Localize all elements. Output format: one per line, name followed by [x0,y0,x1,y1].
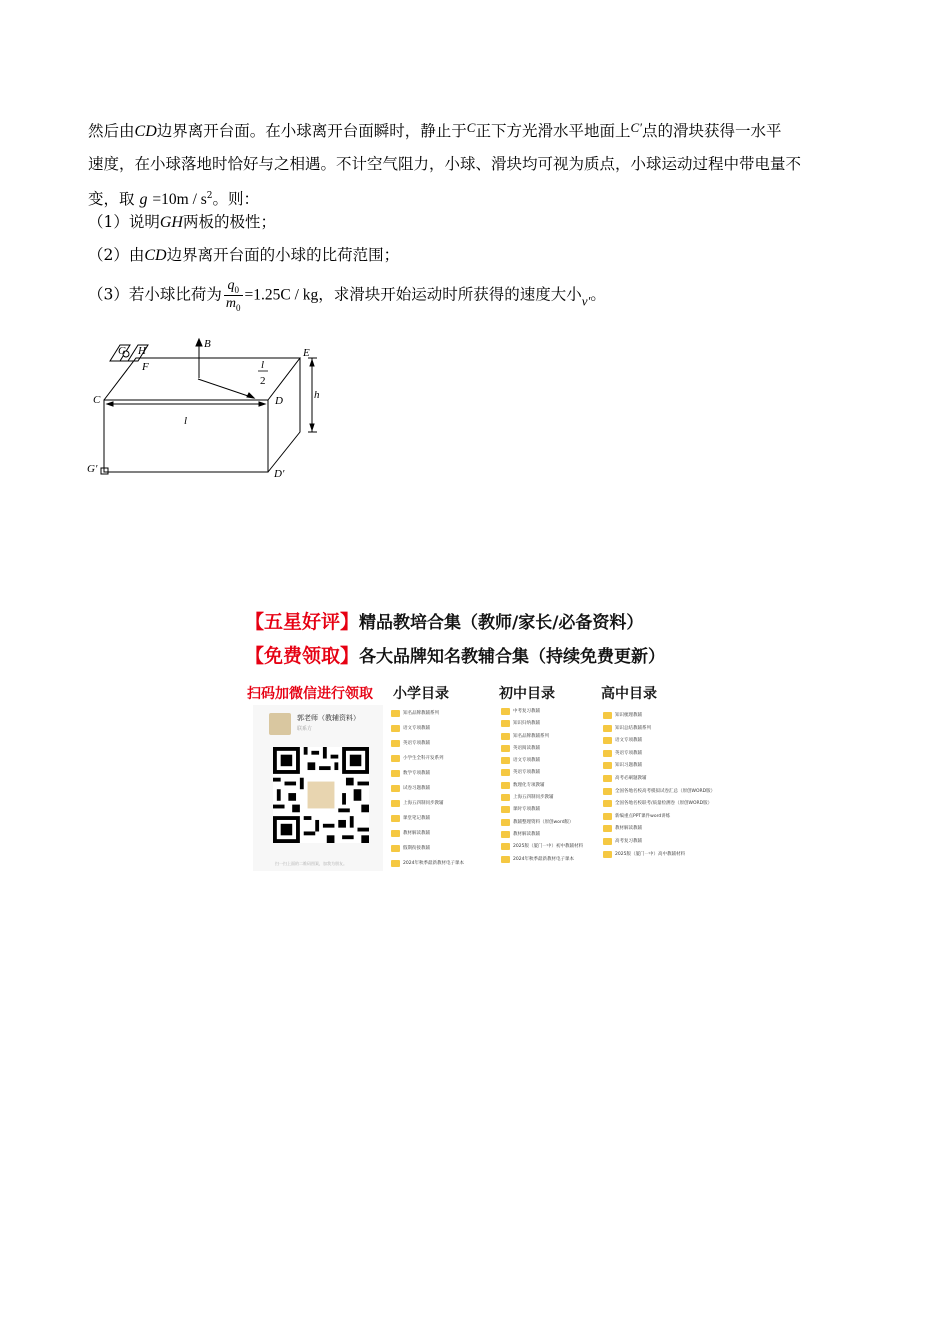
folder-item[interactable]: 上海五四制同步教辅 [501,793,583,805]
folder-item[interactable]: 小学生全科开发系列 [391,754,464,769]
label-cd: CD [144,247,167,264]
promo-title: 各大品牌知名教辅合集（持续免费更新） [359,647,666,667]
subscript: 0 [234,284,239,295]
promo-title: 精品教培合集（教师/家长/必备资料） [359,613,644,633]
promo-headline-2 [245,641,665,668]
folder-item[interactable]: 知识总结教辅系列 [603,724,715,737]
qr-caption: 扫一扫上面的二维码图案，加我为朋友。 [275,861,347,866]
text: ，求滑块开始运动时所获得的速度大小 [318,285,582,304]
symbol-v-prime: v′ [581,293,591,309]
primary-catalog-title: 小学目录 [393,686,449,702]
folder-item[interactable]: 全国各地名校联考/质量检测卷（原创WORD版） [603,799,715,812]
promo-tag-free: 【免费领取】 [245,645,360,667]
arrow-head [310,360,314,366]
label-g-prime: G′ [87,463,98,475]
middle-catalog-title: 初中目录 [499,686,555,702]
scan-instruction: 扫码加微信进行领取 [247,686,373,702]
folder-item[interactable]: 英语专项教辅 [391,739,464,754]
symbol-g: g [139,191,148,209]
folder-item[interactable]: 知识梳理教辅 [603,711,715,724]
text: （1）说明 [88,213,160,231]
folder-item[interactable]: 假期衔接教辅 [391,844,464,859]
problem-line-2: 速度，在小球落地时恰好与之相遇。不计空气阻力，小球、滑块均可视为质点，小球运动过程中带电量不 [88,155,802,173]
promo-headline-1 [245,607,643,634]
question-2 [88,243,399,265]
contact-sub: 联系方 [297,726,313,732]
folder-item[interactable]: 语文专项教辅 [603,736,715,749]
label-c-prime: C′ [630,120,642,135]
label-d: D [275,395,283,407]
label-e: E [303,347,310,359]
folder-item[interactable]: 试卷习题教辅 [391,784,464,799]
exponent: 2 [206,191,213,201]
folder-item[interactable]: 知名品牌教辅系列 [391,709,464,724]
folder-item[interactable]: 2024年秋季最新教材电子课本 [391,859,464,874]
table-diagram [84,334,334,484]
folder-item[interactable]: 数理化专项教辅 [501,781,583,793]
folder-item[interactable]: 教辅整理资料（原创word版） [501,818,583,830]
g-value: =10m / s [152,191,207,209]
label-l: l [184,415,188,427]
folder-item[interactable]: 课时专项教辅 [501,805,583,817]
label-gh: GH [159,214,183,231]
table-side-face [268,358,300,472]
folder-item[interactable]: 高考必刷题教辅 [603,774,715,787]
arrow-head [196,339,202,346]
label-c: C [93,394,101,406]
folder-item[interactable]: 语文专项教辅 [501,756,583,768]
folder-item[interactable]: 2025版（厦门一中）高中教辅材料 [603,850,715,863]
label-f: F [142,361,149,373]
folder-item[interactable]: 教材解读教辅 [603,824,715,837]
wechat-contact-card[interactable] [253,705,383,871]
q-symbol: q [227,278,235,293]
promo-tag-rating: 【五星好评】 [245,611,360,633]
label-c: C [466,120,476,135]
text: （3）若小球比荷为 [88,285,222,304]
folder-item[interactable]: 全国各地名校高考模拟试卷汇总（原创WORD版） [603,787,715,800]
folder-item[interactable]: 2025版（厦门一中）初中教辅材料 [501,842,583,854]
text: 。则： [212,190,260,209]
folder-item[interactable]: 教材解读教辅 [391,829,464,844]
arrow-head [310,424,314,430]
label-h: h [314,389,320,401]
folder-item[interactable]: 中考复习教辅 [501,707,583,719]
question-3 [88,278,606,313]
label-half-l-den: 2 [260,375,266,387]
half-length-line [198,379,254,398]
contact-name: 郭老师（教辅资料） [297,714,360,722]
folder-item[interactable]: 2024年秋季最新教材电子课本 [501,855,583,867]
middle-folder-list [501,707,583,867]
label-b: B [204,338,211,350]
folder-item[interactable]: 教材解读教辅 [501,830,583,842]
table-front-face [104,400,268,472]
primary-folder-list [391,709,464,874]
label-cd: CD [134,123,157,140]
folder-item[interactable]: 课堂笔记教辅 [391,814,464,829]
avatar [269,713,291,735]
high-catalog-title: 高中目录 [601,686,657,702]
folder-item[interactable]: 知识归纳教辅 [501,719,583,731]
text: 边界离开台面的小球的比荷范围； [166,246,400,264]
text: 然后由 [88,122,135,140]
arrow-head [247,393,254,398]
high-folder-list [603,711,715,862]
text: 变，取 [88,190,135,209]
arrow-head [107,402,113,406]
folder-item[interactable]: 英语阅读教辅 [501,744,583,756]
m-symbol: m [225,295,236,311]
promo-banner[interactable] [245,601,716,871]
label-d-prime: D′ [274,468,285,480]
table-top-face [104,358,300,400]
qr-code-icon[interactable] [273,747,369,843]
label-half-l-num: l [261,359,265,371]
text: （2）由 [88,246,145,264]
folder-item[interactable]: 新编重点PPT课件word讲练 [603,812,715,825]
subscript: 0 [236,302,241,313]
folder-item[interactable]: 英语专项教辅 [603,749,715,762]
folder-item[interactable]: 英语专项教辅 [501,768,583,780]
text: 正下方光滑水平地面上 [475,122,631,140]
text: 两板的极性； [182,213,276,231]
problem-line-1 [88,112,868,148]
label-h-plate: H [138,345,146,357]
folder-item[interactable]: 上海五四制同步教辅 [391,799,464,814]
folder-item[interactable]: 知识习题教辅 [603,761,715,774]
text: 。 [590,285,606,304]
label-g: G [118,345,126,357]
problem-text [88,112,868,216]
folder-item[interactable]: 知名品牌教辅系列 [501,732,583,744]
question-1 [88,210,276,232]
folder-item[interactable]: 高考复习教辅 [603,837,715,850]
text: 边界离开台面。在小球离开台面瞬时，静止于 [156,122,467,140]
arrow-head [259,402,265,406]
charge-mass-fraction [224,278,243,313]
text: 点的滑块获得一水平 [641,122,782,140]
folder-item[interactable]: 数学专项教辅 [391,769,464,784]
ratio-value: =1.25C / kg [244,286,319,304]
folder-item[interactable]: 语文专项教辅 [391,724,464,739]
